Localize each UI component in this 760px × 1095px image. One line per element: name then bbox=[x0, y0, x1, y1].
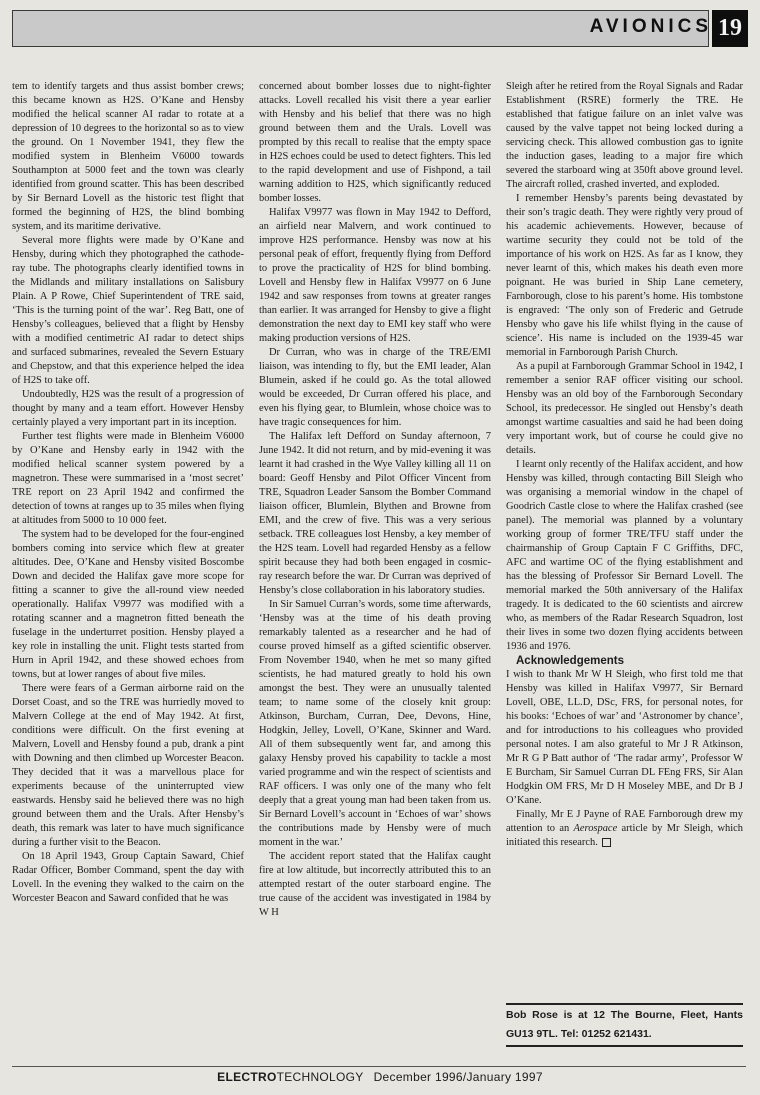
paragraph: As a pupil at Farnborough Grammar School in 1942, I remember a senior RAF officer visiting our school. Hensby was an old boy of the Farnborough Secondary School, its predecessor. He singled out Hensby’s death amongst wartime casualties and said he had been doing very important work, but of course he could give no details. bbox=[506, 361, 743, 456]
acknowledgements-heading: Acknowledgements bbox=[516, 655, 624, 667]
paragraph: tem to identify targets and thus assist bomber crews; this became known as H2S. O’Kane and Hensby modified the helical scanner AI radar to rotate at a depression of 10 degrees to the horizontal so as to view the ground. On 1 November 1941, they flew the modified system in Blenheim V6000 towards Southampton at 5000 feet and the town was clearly identified from ground scatter. This has been described by Sir Bernard Lovell as the historic test flight that formed the beginning of H2S, the blind bombing system, and its maritime derivative. bbox=[12, 81, 244, 232]
article-column-3 bbox=[506, 80, 743, 850]
paragraph: The Halifax left Defford on Sunday afternoon, 7 June 1942. It did not return, and by mid-evening it was learnt it had crashed in the Wye Valley killing all 11 on board: Geoff Hensby and Pilot Officer Vincent from TRE, Squadron Leader Sansom the Bomber Command liaison officer, Blumlein, Blythen and Browne from EMI, and the crew of five. This was a very serious setback. TRE colleagues lost Hensby, a key member of the H2S team. Lovell had regarded Hensby as a fellow spirit because they had both been engaged in cosmic-ray research before the war. Dr Curran was deprived of Hensby’s close collaboration in his laboratory studies. bbox=[259, 431, 491, 596]
paragraph: concerned about bomber losses due to night-fighter attacks. Lovell recalled his visit there a year earlier with Hensby and his belief that there was no high ground between them and the Urals. Lovell was prompted by this recall to realise that the empty space in H2S echoes could be used to detect fighters. This led to the rapid development and use of Fishpond, a tail warning addition to H2S, which significantly reduced bomber losses. bbox=[259, 81, 491, 204]
paragraph: The system had to be developed for the four-engined bombers coming into service which flew at greater altitudes. Dee, O’Kane and Hensby visited Boscombe Down and decided the Halifax gave more scope for fitting a scanner to give the all-round view needed operationally. Halifax V9977 was modified with a rotating scanner and a magnetron fitted beneath the fuselage in the underturret position. Hensby played a key role in installing the unit. Flight tests started from Hurn in April 1942, and these showed echoes from towns, but at lower ranges of about five miles. bbox=[12, 529, 244, 680]
paragraph: On 18 April 1943, Group Captain Saward, Chief Radar Officer, Bomber Command, spent the day with Lovell. In the evening they walked to the cairn on the Worcester Beacon and Saward confided that he was bbox=[12, 851, 244, 904]
paragraph: There were fears of a German airborne raid on the Dorset Coast, and so the TRE was hurriedly moved to Malvern College at the end of May 1942. At first, conditions were difficult. On the first evening at Malvern, Lovell and Hensby found a pub, drank a pint with Downing and then climbed up Worcester Beacon. They decided that it was a marvellous place for experiments because of the uninterrupted view eastwards. Hensby said he believed there was no high ground between them and the Urals. After Hensby’s death, this remark was later to have much significance during a further visit to the Beacon. bbox=[12, 683, 244, 848]
footer-rule bbox=[12, 1066, 746, 1067]
paragraph: Further test flights were made in Blenheim V6000 by O’Kane and Hensby early in 1942 with the modified helical scanner system powered by a magnetron. These were summarised in a ‘most secret’ TRE report on 23 April 1942 and confirmed the detection of towns at ranges up to 35 miles when flying at altitudes from 5000 to 10 000 feet. bbox=[12, 431, 244, 526]
paragraph: The accident report stated that the Halifax caught fire at low altitude, but incorrectly attributed this to an attempted restart of the outer starboard engine. The true cause of the accident was investigated in 1984 by W H bbox=[259, 851, 491, 918]
paragraph: In Sir Samuel Curran’s words, some time afterwards, ‘Hensby was at the time of his death proving remarkably talented as a researcher and he had of course proved himself as a gifted scientific observer. From November 1940, when he met so many gifted scientists, he had matured greatly to hold his own amongst the best. They were an unusually talented team; to name some of the closely knit group: Atkinson, Burcham, Curran, Dee, Devons, Hine, Hodgkin, Jelley, Lovell, O’Kane, Skinner and Ward. All of them subsequently went far, and among this galaxy Hensby proved his capability to tackle a most varied programme and win the respect of scientists and RAF officers. I was only one of the many who felt deeply that a great young man had been taken from us. Sir Bernard Lovell’s account in ‘Echoes of war’ shows the contributions made by Hensby were of much moment in the war.’ bbox=[259, 599, 491, 848]
section-title: AVIONICS bbox=[589, 16, 712, 37]
paragraph: Sleigh after he retired from the Royal Signals and Radar Establishment (RSRE) formerly the TRE. He established that fatigue failure on an inlet valve was caused by the valve tappet not being locked during a servicing check. This allowed combustion gas to ignite the induction gases, leading to a major fire which severed the starboard wing at 350ft above ground level. The aircraft rolled, crashed inverted, and exploded. bbox=[506, 81, 743, 190]
publication-name-bold: ELECTRO bbox=[217, 1070, 277, 1084]
paragraph: I remember Hensby’s parents being devastated by their son’s tragic death. They were rightly very proud of his academic achievements. However, because of wartime security they could not be told of the importance of his work on H2S. As far as I know, they never learnt of this, which makes his death even more poignant. He was buried in Ship Lane cemetery, Farnborough, close to his parent’s home. His tombstone is engraved: ‘The only son of Frederic and Getrude Hensby who gave his life whilst flying in the cause of science’. His name is included on the 1939-45 war memorial in Farnborough Parish Church. bbox=[506, 193, 743, 358]
issue-date: December 1996/January 1997 bbox=[373, 1070, 543, 1084]
acknowledgements-paragraph bbox=[506, 808, 743, 850]
paragraph: Undoubtedly, H2S was the result of a progression of thought by many and a team effort. However Hensby certainly played a very important part in its inception. bbox=[12, 389, 244, 428]
paragraph: Dr Curran, who was in charge of the TRE/EMI liaison, was intending to fly, but the EMI leader, Alan Blumein, asked if he could go. As the total allowed would be exceeded, Dr Curran offered his place, and even his flying gear, to Blumlein, whose choice was to have tragic consequences for him. bbox=[259, 347, 491, 428]
acknowledgements-text: article by Mr Sleigh, which initiated this research. bbox=[506, 823, 743, 848]
paragraph: I learnt only recently of the Halifax accident, and how Hensby was killed, through contacting Bill Sleigh who was organising a memorial window in the chapel of Goodrich Castle close to where the Halifax crashed (see panel). The memorial was planned by a voluntary working group of former TRE/TFU staff under the chairmanship of Group Captain F C Griffiths, DFC, AFC and wartime OC of the flying establishment and has the blessing of Professor Sir Bernard Lovell. The memorial marked the 50th anniversary of the Halifax tragedy. It is dedicated to the 60 scientists and aircrew who, as members of the Radar Research Squadron, lost their lives in some two dozen flying accidents between 1936 and 1976. bbox=[506, 459, 743, 652]
publication-name: TECHNOLOGY bbox=[276, 1070, 364, 1084]
acknowledgements-paragraph: I wish to thank Mr W H Sleigh, who first told me that Hensby was killed in Halifax V9977, Sir Bernard Lovell, OBE, LL.D, DSc, FRS, for personal notes, for his books: ‘Echoes of war’ and ‘Astronomer by chance’, and for introductions to his colleagues who provided personal notes. I am also grateful to Mr J R Atkinson, Mr R G P Batt author of ‘The radar army’, Professor W E Burcham, Sir Samuel Curran DL FEng FRS, Sir Alan Hodgkin OM FRS, Mr D H Moseley MBE, and Dr B J O’Kane. bbox=[506, 669, 743, 806]
article-column-1 bbox=[12, 80, 244, 906]
author-note: Bob Rose is at 12 The Bourne, Fleet, Hants GU13 9TL. Tel: 01252 621431. bbox=[506, 1003, 743, 1047]
page-number: 19 bbox=[712, 10, 748, 47]
journal-title: Aerospace bbox=[573, 823, 618, 834]
paragraph: Halifax V9977 was flown in May 1942 to Defford, an airfield near Malvern, and work continued to improve H2S performance. Hensby was now at his personal peak of effort, frequently flying from Defford to prove the practicality of H2S for blind bombing. Lovell and Hensby flew in Halifax V9977 on 6 June 1942 and saw responses from towns at greater ranges than earlier. It was arranged for Hensby to give a flight demonstration the next day to EMI key staff who were making production versions of H2S. bbox=[259, 207, 491, 344]
end-of-article-mark bbox=[602, 838, 611, 847]
acknowledgements-text: Finally, Mr E J Payne of RAE Farnborough drew my attention to an bbox=[506, 809, 743, 834]
paragraph: Several more flights were made by O’Kane and Hensby, during which they photographed the cathode-ray tube. The photographs clearly identified towns in the Midlands and military installations on Salisbury Plain. A P Rowe, Chief Superintendent of TRE said, ‘This is the turning point of the war’. Reg Batt, one of Hensby’s colleagues, believed that a flight by Hensby with a modified centimetric AI radar to detect ships and surfaced submarines, revealed the Severn Estuary and Chepstow, and that this experience helped the idea of H2S to take off. bbox=[12, 235, 244, 386]
footer bbox=[0, 1070, 760, 1084]
article-column-2 bbox=[259, 80, 491, 920]
